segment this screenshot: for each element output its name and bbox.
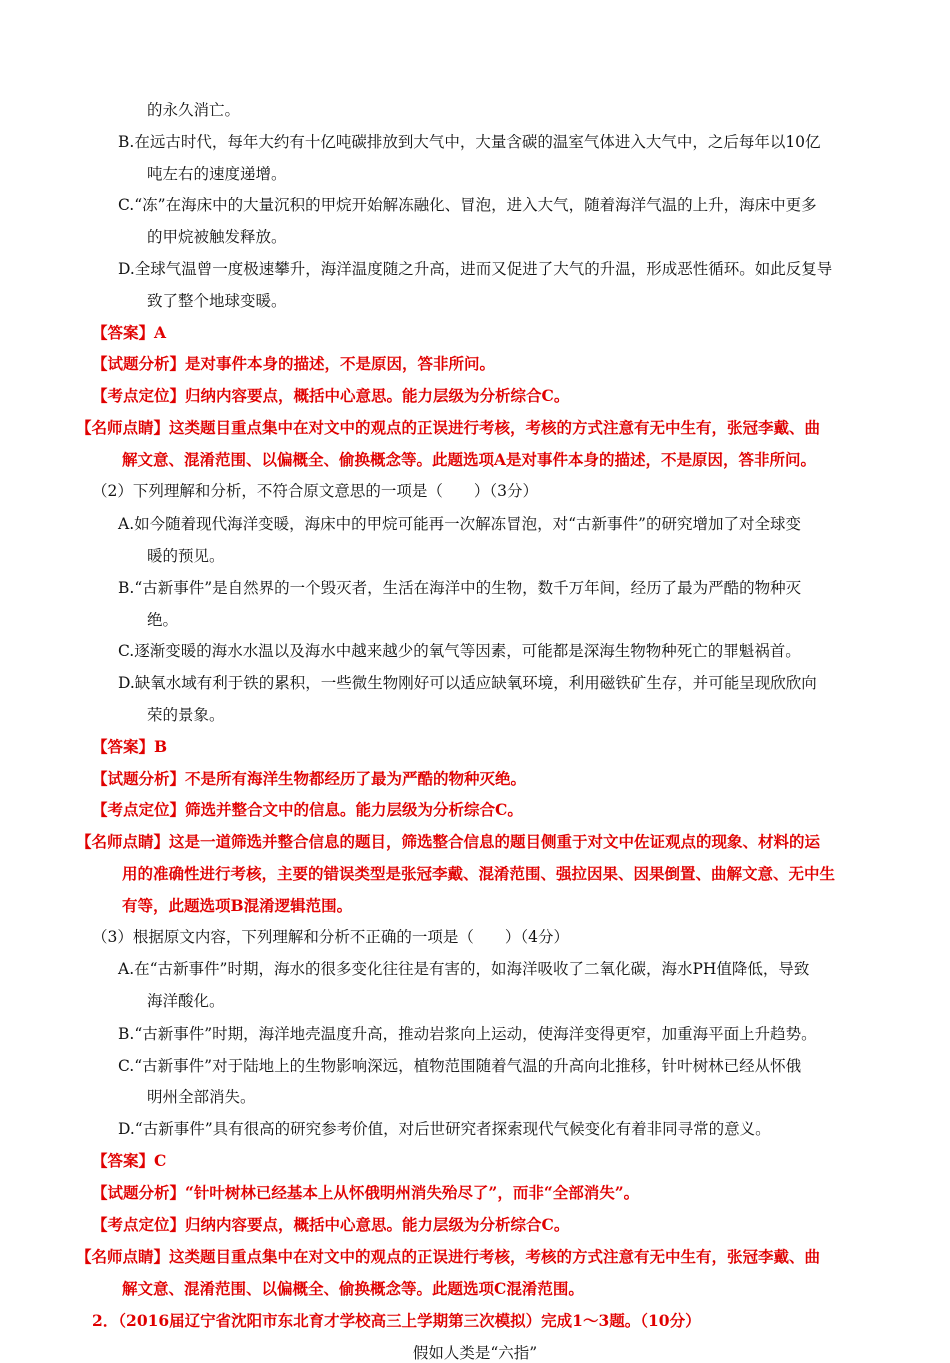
q2-stem: （2）下列理解和分析，不符合原文意思的一项是（ ）（3分） xyxy=(92,482,538,500)
next-question-header: 2．（2016届辽宁省沈阳市东北育才学校高三上学期第三次模拟）完成1～3题。（10分） xyxy=(92,1311,701,1330)
q1-option-d: D.全球气温曾一度极速攀升，海洋温度随之升高，进而又促进了大气的升温，形成恶性循环。如此反复导 xyxy=(118,260,833,278)
q1-option-b-continued: 吨左右的速度递增。 xyxy=(147,165,287,183)
q3-answer: 【答案】C xyxy=(92,1151,167,1170)
q3-stem: （3）根据原文内容，下列理解和分析不正确的一项是（ ）（4分） xyxy=(92,928,569,946)
q1-analysis: 【试题分析】是对事件本身的描述，不是原因，答非所问。 xyxy=(92,354,496,373)
q3-option-a: A.在“古新事件”时期，海水的很多变化往往是有害的，如海洋吸收了二氧化碳，海水PH值降低，导致 xyxy=(118,960,810,978)
q1-teacher-tip-continued: 解文意、混淆范围、以偏概全、偷换概念等。此题选项A是对事件本身的描述，不是原因，答非所问。 xyxy=(122,450,817,469)
q2-teacher-tip-continued-2: 有等，此题选项B混淆逻辑范围。 xyxy=(122,896,353,915)
q2-option-d-continued: 荣的景象。 xyxy=(147,706,225,724)
q3-teacher-tip: 【名师点睛】这类题目重点集中在对文中的观点的正误进行考核，考核的方式注意有无中生有，张冠李戴、曲 xyxy=(76,1247,821,1266)
q1-option-c-continued: 的甲烷被触发释放。 xyxy=(147,228,287,246)
q1-option-a-continued: 的永久消亡。 xyxy=(147,101,241,119)
q3-option-d: D.“古新事件”具有很高的研究参考价值，对后世研究者探索现代气候变化有着非同寻常的意义。 xyxy=(118,1120,771,1138)
q3-option-b: B.“古新事件”时期，海洋地壳温度升高，推动岩浆向上运动，使海洋变得更窄，加重海平面上升趋势。 xyxy=(118,1025,817,1043)
q2-option-b-continued: 绝。 xyxy=(147,611,179,629)
q1-teacher-tip: 【名师点睛】这类题目重点集中在对文中的观点的正误进行考核，考核的方式注意有无中生有，张冠李戴、曲 xyxy=(76,418,821,437)
q3-analysis: 【试题分析】“针叶树林已经基本上从怀俄明州消失殆尽了”，而非“全部消失”。 xyxy=(92,1183,640,1202)
q1-option-b: B.在远古时代，每年大约有十亿吨碳排放到大气中，大量含碳的温室气体进入大气中，之后每年以10亿 xyxy=(118,133,821,151)
q2-option-a: A.如今随着现代海洋变暖，海床中的甲烷可能再一次解冻冒泡，对“古新事件”的研究增加了对全球变 xyxy=(118,515,801,533)
q3-teacher-tip-continued: 解文意、混淆范围、以偏概全、偷换概念等。此题选项C混淆范围。 xyxy=(122,1279,584,1298)
q3-knowledge-point: 【考点定位】归纳内容要点，概括中心意思。能力层级为分析综合C。 xyxy=(92,1215,570,1234)
q1-knowledge-point: 【考点定位】归纳内容要点，概括中心意思。能力层级为分析综合C。 xyxy=(92,386,570,405)
q2-knowledge-point: 【考点定位】筛选并整合文中的信息。能力层级为分析综合C。 xyxy=(92,800,523,819)
q2-analysis: 【试题分析】不是所有海洋生物都经历了最为严酷的物种灭绝。 xyxy=(92,769,527,788)
q2-teacher-tip-continued-1: 用的准确性进行考核，主要的错误类型是张冠李戴、混淆范围、强拉因果、因果倒置、曲解文意、无中生 xyxy=(122,864,836,883)
q1-answer: 【答案】A xyxy=(92,323,167,342)
q2-option-a-continued: 暖的预见。 xyxy=(147,547,225,565)
q3-option-c: C.“古新事件”对于陆地上的生物影响深远，植物范围随着气温的升高向北推移，针叶树林已经从怀俄 xyxy=(118,1057,802,1075)
q2-option-d: D.缺氧水域有利于铁的累积，一些微生物刚好可以适应缺氧环境，利用磁铁矿生存，并可能呈现欣欣向 xyxy=(118,674,817,692)
q2-teacher-tip: 【名师点睛】这是一道筛选并整合信息的题目，筛选整合信息的题目侧重于对文中佐证观点的现象、材料的运 xyxy=(76,832,821,851)
passage-title: 假如人类是“六指” xyxy=(412,1344,538,1362)
q2-answer: 【答案】B xyxy=(92,737,168,756)
q2-option-b: B.“古新事件”是自然界的一个毁灭者，生活在海洋中的生物，数千万年间，经历了最为严酷的物种灭 xyxy=(118,579,802,597)
q1-option-c: C.“冻”在海床中的大量沉积的甲烷开始解冻融化、冒泡，进入大气，随着海洋气温的上升，海床中更多 xyxy=(118,196,817,214)
q2-option-c: C.逐渐变暖的海水水温以及海水中越来越少的氧气等因素，可能都是深海生物物种死亡的罪魁祸首。 xyxy=(118,642,801,660)
q3-option-c-continued: 明州全部消失。 xyxy=(147,1088,256,1106)
q1-option-d-continued: 致了整个地球变暖。 xyxy=(147,292,287,310)
q3-option-a-continued: 海洋酸化。 xyxy=(147,992,225,1010)
